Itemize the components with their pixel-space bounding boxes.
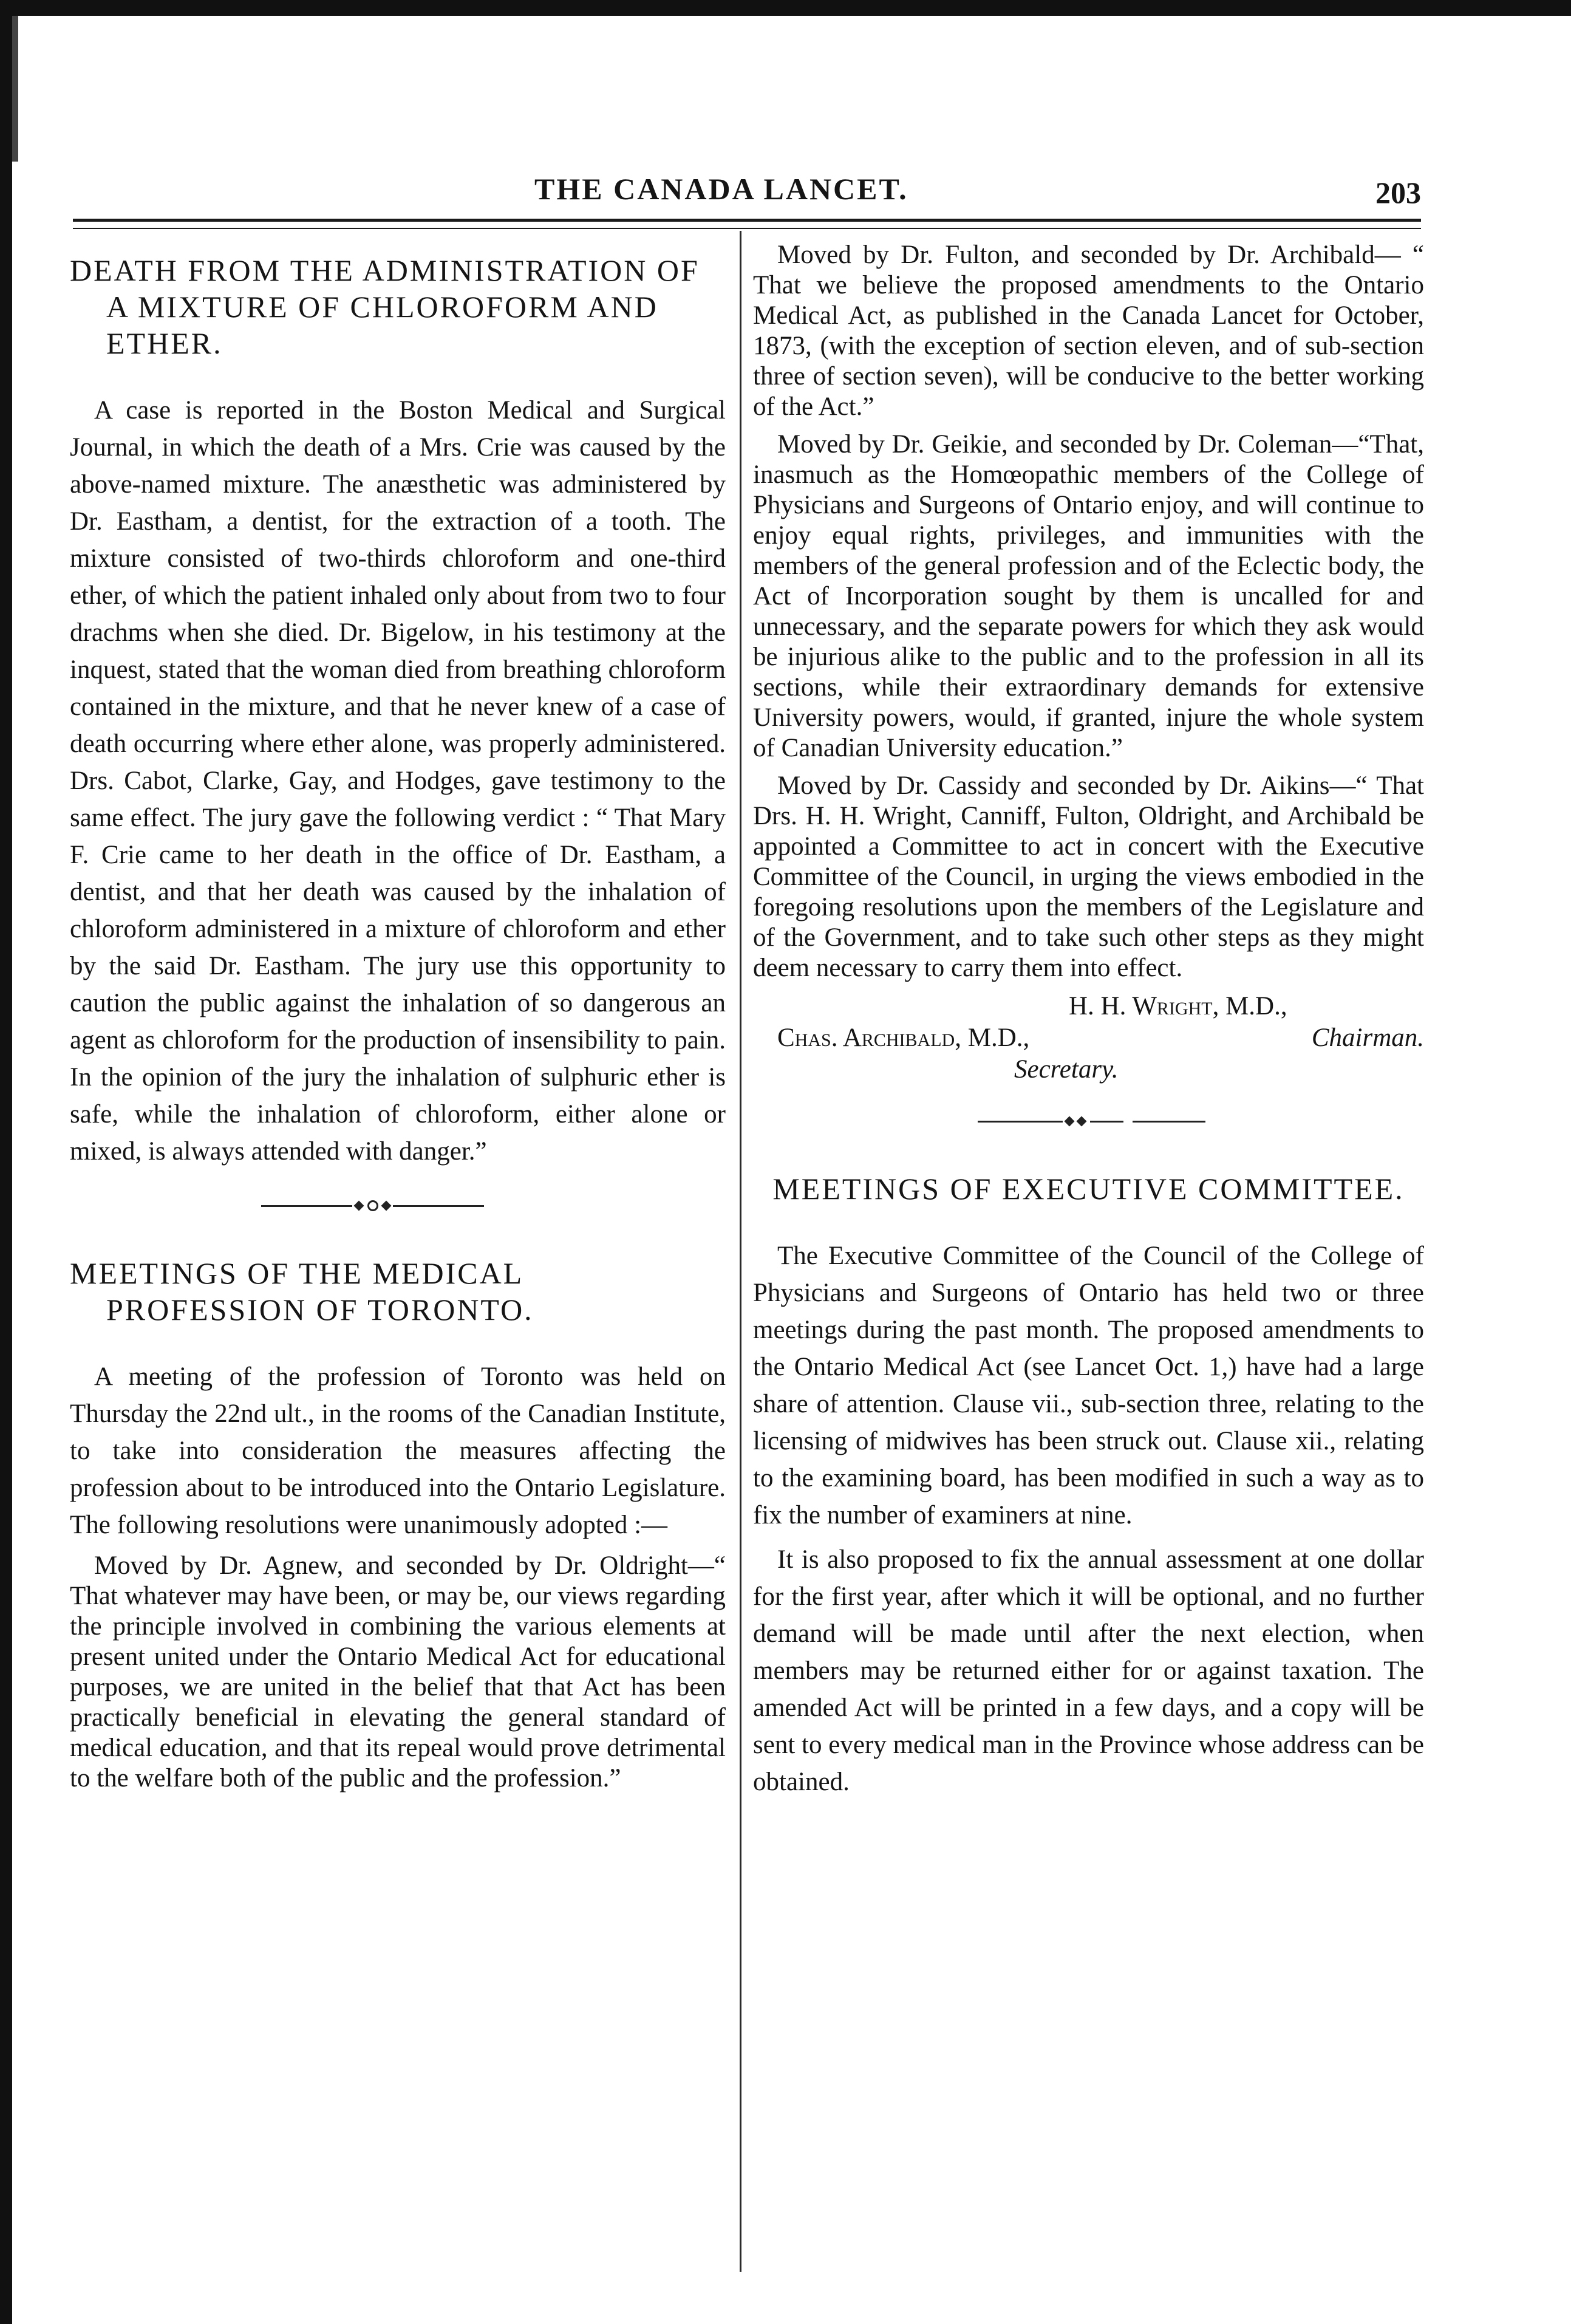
article-body-chloroform: A case is reported in the Boston Medical and Surgical Journal, in which the death of a Mrs. Crie was caused by the above-named mixture. The anæsthetic was administered by Dr. Eastham, a dentist, for the extraction of a tooth. The mixture consisted of two-thirds chloroform and one-third ether, of which the patient inhaled only about from two to four drachms when she died. Dr. Bigelow, in his testimony at the inquest, stated that the woman died from breathing chloroform contained in the mixture, and that he never knew of a case of death occurring where ether alone, was properly administered. Drs. Cabot, Clarke, Gay, and Hodges, gave testimony to the same effect. The jury gave the following verdict : “ That Mary F. Crie came to her death in the office of Dr. Eastham, a dentist, and that her death was caused by the inhalation of chloroform administered in a mixture of chloroform and ether by the said Dr. Eastham. The jury use this opportunity to caution the public against the inhalation of so dangerous an agent as chloroform for the production of insensibility to pain. In the opinion of the jury the inhalation of sulphuric ether is safe, while the inhalation of chloroform, either alone or mixed, is always attended with danger.” [70, 396, 726, 1166]
page-number: 203 [1375, 176, 1421, 210]
article-body-executive-para2: It is also proposed to fix the annual assessment at one dollar for the first year, after which it will be optional, and no further demand will be made until after the next election, when members may be returned either for or against taxation. The amended Act will be printed in a few days, and a copy will be sent to every medical man in the Province whose address can be obtained. [753, 1545, 1424, 1796]
secretary-name: Chas. Archibald, M.D., [777, 1024, 1030, 1052]
scan-border-left [0, 0, 12, 2324]
article-title-toronto-meetings: MEETINGS OF THE MEDICAL PROFESSION OF TORONTO. [70, 1256, 534, 1327]
secretary-title: Secretary. [1014, 1055, 1119, 1084]
article-body-toronto-para1: A meeting of the profession of Toronto was held on Thursday the 22nd ult., in the rooms of the Canadian Institute, to take into consideration the measures affecting the profession about to be introduced into the Ontario Legislature. The following resolutions were unanimously adopted :— [70, 1362, 726, 1539]
section-ornament [753, 1104, 1424, 1140]
resolution-cassidy: Moved by Dr. Cassidy and seconded by Dr. Aikins—“ That Drs. H. H. Wright, Canniff, Fulton, Oldright, and Archibald be appointed a Committee to act in concert with the Executive Committee of the Council, in urging the views embodied in the foregoing resolutions upon the members of the Legislature and of the Government, and to take such other steps as they might deem necessary to carry them into effect. [753, 771, 1424, 982]
signature-block [753, 991, 1424, 1085]
resolution-geikie: Moved by Dr. Geikie, and seconded by Dr. Coleman—“That, inasmuch as the Homœopathic members of the College of Physicians and Surgeons of Ontario enjoy, and will continue to enjoy equal rights, privileges, and immunities with the members of the general profession and of the Eclectic body, the Act of Incorporation sought by them is uncalled for and unnecessary, and the separate powers for which they ask would be injurious alike to the public and to the profession in all its sections, while their extraordinary demands for extensive University powers, would, if granted, injure the whole system of Canadian University education.” [753, 430, 1424, 762]
chairman-name: H. H. Wright, M.D., [1069, 992, 1287, 1020]
resolution-fulton: Moved by Dr. Fulton, and seconded by Dr. Archibald— “ That we believe the proposed amendments to the Ontario Medical Act, as published in the Canada Lancet for October, 1873, (with the exception of section eleven, and of sub-section three of section seven), will be conducive to the better working of the Act.” [753, 241, 1424, 421]
column-divider [740, 231, 741, 2272]
section-ornament [70, 1188, 726, 1225]
right-column [753, 240, 1424, 1808]
left-column [70, 240, 726, 1801]
running-head: THE CANADA LANCET. [534, 172, 908, 206]
article-body-toronto-para2: Moved by Dr. Agnew, and seconded by Dr. Oldright—“ That whatever may have been, or may be, our views regarding the principle involved in combining the various elements at present united under the Ontario Medical Act for educational purposes, we are united in the belief that that Act has been practically beneficial in elevating the general standard of medical education, and that its repeal would prove detrimental to the welfare both of the public and the profession.” [70, 1551, 726, 1793]
scan-border-top [0, 0, 1571, 16]
page-header [67, 164, 1421, 219]
header-rule-thick [73, 219, 1421, 222]
article-title-chloroform: DEATH FROM THE ADMINISTRATION OF A MIXTURE OF CHLOROFORM AND ETHER. [70, 253, 700, 360]
article-title-executive-committee: MEETINGS OF EXECUTIVE COMMITTEE. [772, 1172, 1405, 1206]
article-body-executive-para1: The Executive Committee of the Council of the College of Physicians and Surgeons of Ontario has held two or three meetings during the past month. The proposed amendments to the Ontario Medical Act (see Lancet Oct. 1,) have had a large share of attention. Clause vii., sub-section three, relating to the licensing of midwives has been struck out. Clause xii., relating to the examining board, has been modified in such a way as to fix the number of examiners at nine. [753, 1242, 1424, 1529]
scan-border-shadow [12, 16, 18, 162]
chairman-title: Chairman. [1311, 1024, 1424, 1052]
header-rule-thin [73, 228, 1421, 229]
